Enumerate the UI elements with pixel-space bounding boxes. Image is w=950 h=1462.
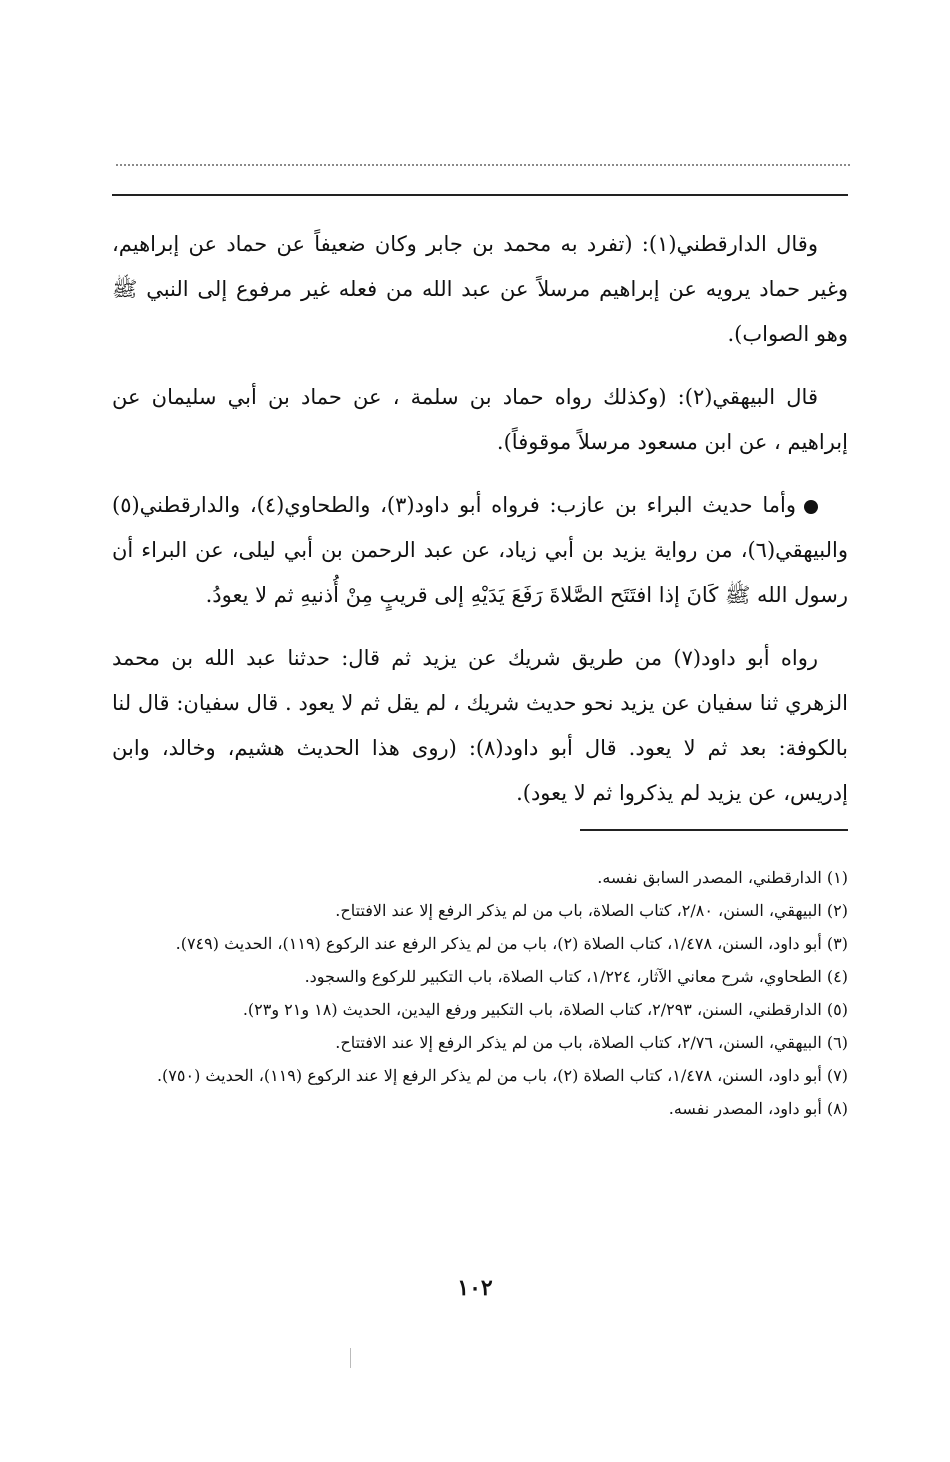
footnote-6: (٦) البيهقي، السنن، ٢/٧٦، كتاب الصلاة، باب من لم يذكر الرفع إلا عند الافتتاح. (335, 1033, 848, 1052)
footnote-7: (٧) أبو داود، السنن، ١/٤٧٨، كتاب الصلاة (٢)، باب من لم يذكر الرفع إلا عند الركوع (١١٩)، الحديث (٧٥٠). (156, 1066, 848, 1085)
footnote-2: (٢) البيهقي، السنن، ٢/٨٠، كتاب الصلاة، باب من لم يذكر الرفع إلا عند الافتتاح. (335, 901, 848, 920)
main-text (112, 222, 848, 834)
page-number: ١٠٢ (457, 1275, 493, 1301)
footnote-8: (٨) أبو داود، المصدر نفسه. (668, 1099, 848, 1118)
footnote-5: (٥) الدارقطني، السنن، ٢/٢٩٣، كتاب الصلاة، باب التكبير ورفع اليدين، الحديث (١٨ و٢١ و٢٣). (242, 1000, 848, 1019)
footnote-separator (580, 829, 848, 831)
paragraph-abu-dawud: رواه أبو داود(٧) من طريق شريك عن يزيد ثم قال: حدثنا عبد الله بن محمد الزهري ثنا سفيان عن يزيد نحو حديث شريك ، لم يقل ثم لا يعود . قال سفيان: قال لنا بالكوفة: بعد ثم لا يعود. قال أبو داود(٨): (روى هذا الحديث هشيم، وخالد، وابن إدريس، عن يزيد لم يذكروا ثم لا يعود). (112, 646, 848, 805)
paragraph-baraa-text: وأما حديث البراء بن عازب: فرواه أبو داود(٣)، والطحاوي(٤)، والدارقطني(٥) والبيهقي(٦)، من رواية يزيد بن أبي زياد، عن عبد الرحمن بن أبي ليلى، عن البراء أن رسول الله ﷺ كَانَ إذا افتَتَح الصَّلاةَ رَفَعَ يَدَيْهِ إلى قريبٍ مِنْ أُذنيهِ ثم لا يعودُ. (112, 493, 848, 607)
footnote-1: (١) الدارقطني، المصدر السابق نفسه. (597, 868, 848, 887)
footnote-3: (٣) أبو داود، السنن، ١/٤٧٨، كتاب الصلاة (٢)، باب من لم يذكر الرفع عند الركوع (١١٩)، الحديث (٧٤٩). (175, 934, 848, 953)
footnote-4: (٤) الطحاوي، شرح معاني الآثار، ١/٢٢٤، كتاب الصلاة، باب التكبير للركوع والسجود. (304, 967, 848, 986)
paragraph-daraqutni: وقال الدارقطني(١): (تفرد به محمد بن جابر وكان ضعيفاً عن حماد عن إبراهيم، وغير حماد يرويه عن إبراهيم مرسلاً عن عبد الله من فعله غير مرفوع إلى النبي ﷺ وهو الصواب). (112, 232, 848, 346)
bullet-icon (804, 500, 818, 514)
paragraph-baraa (112, 483, 848, 618)
paragraph-bayhaqi: قال البيهقي(٢): (وكذلك رواه حماد بن سلمة ، عن حماد بن أبي سليمان عن إبراهيم ، عن ابن مسعود مرسلاً موقوفاً). (112, 385, 848, 454)
header-solid-rule (112, 194, 848, 196)
header-dotted-rule (116, 164, 850, 166)
footnotes-list (112, 862, 848, 1126)
scan-mark (350, 1348, 351, 1368)
